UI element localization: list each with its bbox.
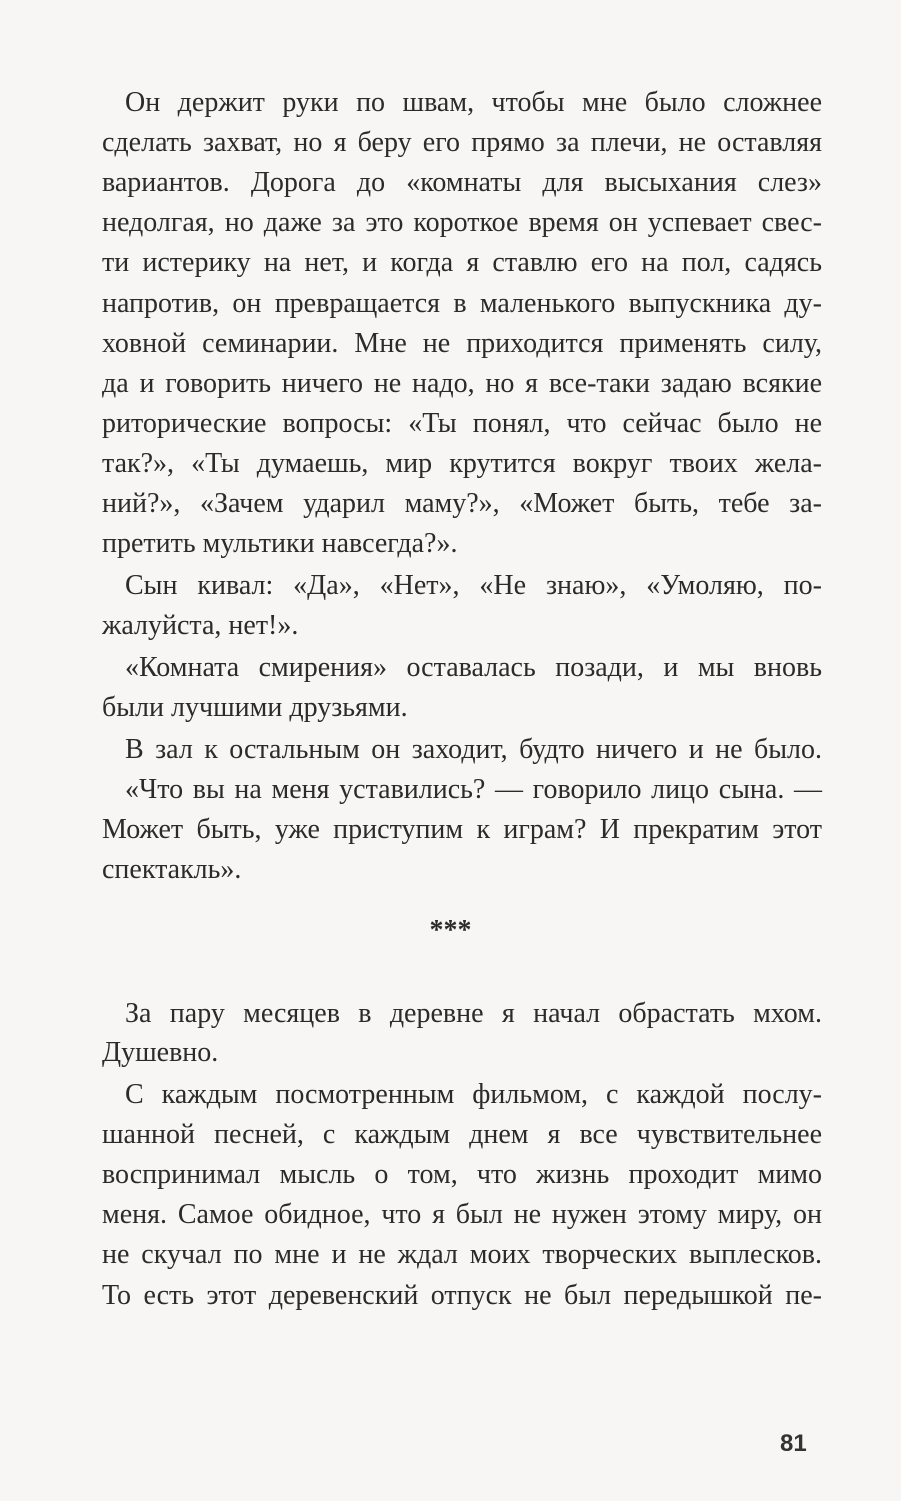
text-line: не скучал по мне и не ждал моих творческих выплесков.: [102, 1239, 822, 1270]
text-line: вариантов. Дорога до «комнаты для высыхания слез»: [102, 167, 822, 198]
text-line: воспринимал мысль о том, что жизнь проходит мимо: [102, 1159, 822, 1190]
text-line: шанной песней, с каждым днем я все чувствительнее: [102, 1119, 822, 1150]
text-line: С каждым посмотренным фильмом, с каждой послу-: [125, 1079, 822, 1110]
text-line: ховной семинарии. Мне не приходится применять силу,: [102, 328, 822, 359]
text-line: Душевно.: [102, 1037, 219, 1068]
text-line: спектакль».: [102, 854, 242, 885]
text-line: жалуйста, нет!».: [102, 610, 299, 641]
text-line: ний?», «Зачем ударил маму?», «Может быть, тебе за-: [102, 488, 822, 519]
text-line: «Комната смирения» оставалась позади, и мы вновь: [125, 652, 822, 683]
text-line: «Что вы на меня уставились? — говорило лицо сына. —: [125, 774, 822, 805]
text-line: Может быть, уже приступим к играм? И прекратим этот: [102, 814, 822, 845]
text-line: В зал к остальным он заходит, будто ничего и не было.: [125, 734, 822, 765]
text-line: претить мультики навсегда?».: [102, 528, 458, 559]
text-line: так?», «Ты думаешь, мир крутится вокруг твоих жела-: [102, 448, 822, 479]
page-number: 81: [780, 1430, 807, 1457]
text-line: Сын кивал: «Да», «Нет», «Не знаю», «Умоляю, по-: [125, 570, 822, 601]
text-line: да и говорить ничего не надо, но я все-таки задаю всякие: [102, 368, 822, 399]
text-line: были лучшими друзьями.: [102, 692, 408, 723]
text-line: За пару месяцев в деревне я начал обрастать мхом.: [125, 998, 822, 1029]
text-line: сделать захват, но я беру его прямо за плечи, не оставляя: [102, 127, 822, 158]
text-line: недолгая, но даже за это короткое время он успевает свес-: [102, 207, 822, 238]
text-line: ти истерику на нет, и когда я ставлю его на пол, садясь: [102, 247, 822, 278]
text-line: напротив, он превращается в маленького выпускника ду-: [102, 288, 822, 319]
section-separator: ***: [429, 915, 472, 946]
text-line: Он держит руки по швам, чтобы мне было сложнее: [125, 87, 822, 118]
text-line: меня. Самое обидное, что я был не нужен этому миру, он: [102, 1199, 822, 1230]
text-line: То есть этот деревенский отпуск не был передышкой пе-: [102, 1280, 822, 1311]
text-line: риторические вопросы: «Ты понял, что сейчас было не: [102, 408, 822, 439]
